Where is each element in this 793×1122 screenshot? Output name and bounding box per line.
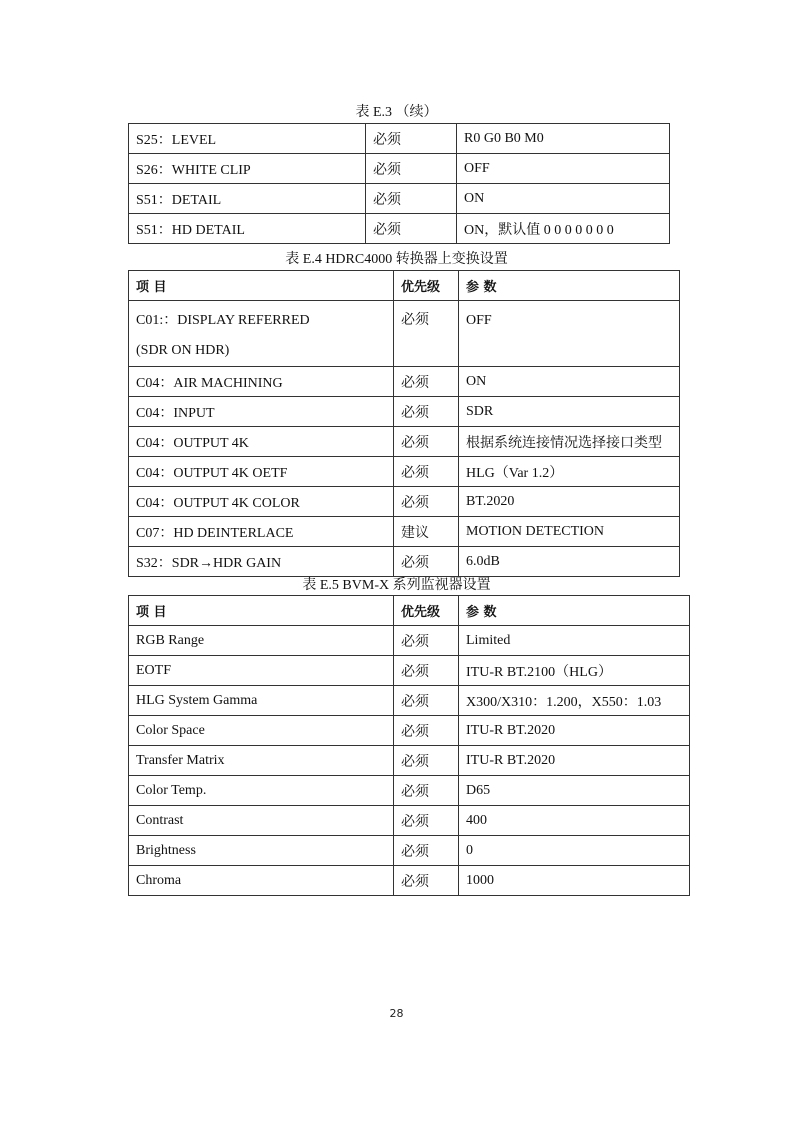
table-header-row [129,271,680,301]
item-cell: S51：HD DETAIL [129,214,366,244]
table-row [129,124,670,154]
priority-cell: 必须 [394,427,459,457]
priority-cell: 必须 [366,124,457,154]
item-cell: C04：INPUT [129,397,394,427]
header-param: 参 数 [459,596,690,626]
priority-cell: 必须 [394,656,459,686]
table-row [129,457,680,487]
item-cell [129,301,394,367]
param-cell: BT.2020 [459,487,680,517]
priority-cell: 必须 [394,776,459,806]
param-cell: ON [457,184,670,214]
param-cell: R0 G0 B0 M0 [457,124,670,154]
param-cell: 0 [459,836,690,866]
table-row [129,806,690,836]
item-cell: S26：WHITE CLIP [129,154,366,184]
param-cell: 1000 [459,866,690,896]
table-row [129,547,680,577]
param-cell: 根据系统连接情况选择接口类型 [459,427,680,457]
table-row [129,517,680,547]
table-row [129,686,690,716]
priority-cell: 建议 [394,517,459,547]
table-row [129,776,690,806]
item-cell: C04：OUTPUT 4K OETF [129,457,394,487]
item-cell: C04：OUTPUT 4K [129,427,394,457]
item-cell: C04：AIR MACHINING [129,367,394,397]
table-e4-caption: 表 E.4 HDRC4000 转换器上变换设置 [285,252,508,267]
param-cell: SDR [459,397,680,427]
param-cell: D65 [459,776,690,806]
priority-cell: 必须 [394,301,459,367]
table-row [129,214,670,244]
param-cell: ON，默认值 0 0 0 0 0 0 0 [457,214,670,244]
priority-cell: 必须 [394,457,459,487]
item-cell: C07：HD DEINTERLACE [129,517,394,547]
table-row [129,397,680,427]
item-line-2: (SDR ON HDR) [136,343,230,358]
header-priority: 优先级 [394,596,459,626]
param-cell: ITU-R BT.2020 [459,716,690,746]
priority-cell: 必须 [394,547,459,577]
param-cell: Limited [459,626,690,656]
table-row [129,716,690,746]
header-param: 参 数 [459,271,680,301]
table-e3-caption: 表 E.3 （续） [355,105,438,120]
param-cell: HLG（Var 1.2） [459,457,680,487]
priority-cell: 必须 [394,397,459,427]
table-row [129,154,670,184]
item-cell: Color Temp. [129,776,394,806]
table-row [129,746,690,776]
item-cell: Transfer Matrix [129,746,394,776]
priority-cell: 必须 [394,866,459,896]
param-cell: 400 [459,806,690,836]
param-cell: OFF [457,154,670,184]
param-cell: ITU-R BT.2020 [459,746,690,776]
param-cell: X300/X310：1.200，X550：1.03 [459,686,690,716]
priority-cell: 必须 [394,716,459,746]
item-cell: S32：SDR→HDR GAIN [129,547,394,577]
table-row [129,301,680,367]
priority-cell: 必须 [394,746,459,776]
item-cell: Brightness [129,836,394,866]
param-cell: 6.0dB [459,547,680,577]
table-row [129,866,690,896]
priority-cell: 必须 [394,367,459,397]
item-cell: RGB Range [129,626,394,656]
param-cell: ON [459,367,680,397]
page-number: 28 [389,1007,404,1020]
priority-cell: 必须 [394,806,459,836]
priority-cell: 必须 [366,184,457,214]
header-item: 项 目 [129,271,394,301]
table-e4 [128,270,680,577]
header-item: 项 目 [129,596,394,626]
item-cell: Chroma [129,866,394,896]
table-row [129,427,680,457]
item-cell: C04：OUTPUT 4K COLOR [129,487,394,517]
priority-cell: 必须 [366,214,457,244]
item-cell: S51：DETAIL [129,184,366,214]
item-cell: EOTF [129,656,394,686]
priority-cell: 必须 [394,686,459,716]
priority-cell: 必须 [394,836,459,866]
item-cell: S25：LEVEL [129,124,366,154]
table-row [129,487,680,517]
item-cell: Contrast [129,806,394,836]
table-row [129,836,690,866]
priority-cell: 必须 [394,626,459,656]
param-cell: ITU-R BT.2100（HLG） [459,656,690,686]
table-row [129,184,670,214]
priority-cell: 必须 [394,487,459,517]
table-row [129,367,680,397]
table-e5 [128,595,690,896]
param-cell: OFF [459,301,680,367]
item-cell: HLG System Gamma [129,686,394,716]
priority-cell: 必须 [366,154,457,184]
table-e5-caption: 表 E.5 BVM-X 系列监视器设置 [302,578,491,593]
table-header-row [129,596,690,626]
table-row [129,626,690,656]
table-e3 [128,123,670,244]
header-priority: 优先级 [394,271,459,301]
param-cell: MOTION DETECTION [459,517,680,547]
item-cell: Color Space [129,716,394,746]
item-line-1: C01:：DISPLAY REFERRED [136,313,310,328]
table-row [129,656,690,686]
